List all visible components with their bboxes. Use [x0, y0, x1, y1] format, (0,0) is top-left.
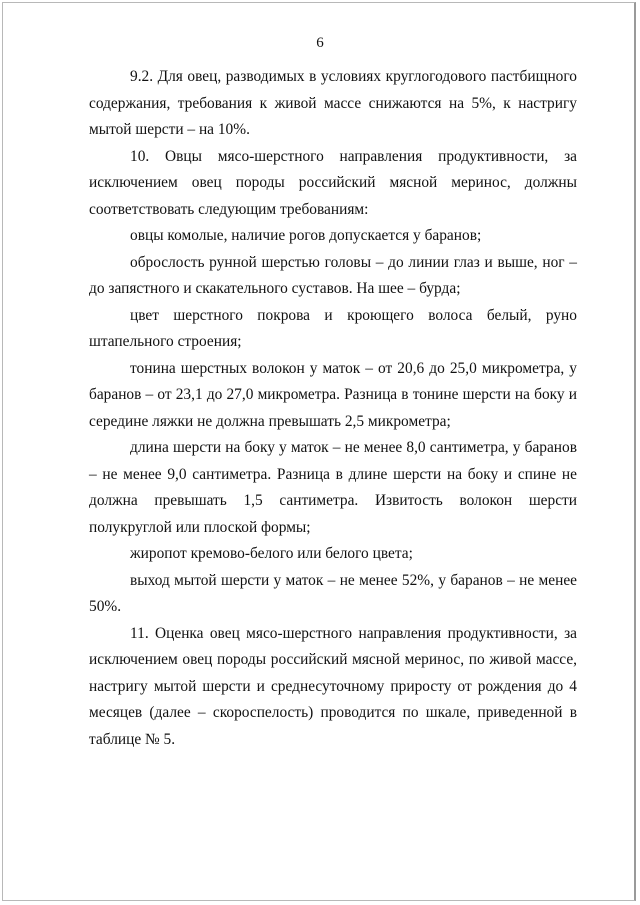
paragraph-10: 10. Овцы мясо-шерстного направления продуктивности, за исключением овец породы российский мясной меринос, должны соответствовать следующим требованиям:: [89, 147, 577, 218]
paragraph-11: 11. Оценка овец мясо-шерстного направления продуктивности, за исключением овец породы российский мясной меринос, по живой массе, настригу мытой шерсти и среднесуточному приросту от рождения до 4 месяцев (далее – скороспелость) проводится по шкале, приведенной в таблице № 5.: [89, 624, 577, 748]
document-body: [89, 64, 577, 753]
requirement-yield: выход мытой шерсти у маток – не менее 52%, у баранов – не менее 50%.: [89, 571, 577, 615]
requirement-fineness: тонина шерстных волокон у маток – от 20,6 до 25,0 микрометра, у баранов – от 23,1 до 27,0 микрометра. Разница в тонине шерсти на боку и середине ляжки не должна превышать 2,5 микрометра;: [89, 359, 577, 430]
requirement-length: длина шерсти на боку у маток – не менее 8,0 сантиметра, у баранов – не менее 9,0 сантиметра. Разница в длине шерсти на боку и спине не должна превышать 1,5 сантиметра. Извитость волокон шерсти полукруглой или плоской формы;: [89, 439, 577, 536]
requirement-yolk: жиропот кремово-белого или белого цвета;: [130, 545, 413, 562]
requirement-wool-coverage: оброслость рунной шерстью головы – до линии глаз и выше, ног – до запястного и скакательного суставов. На шее – бурда;: [89, 253, 577, 297]
paragraph-9-2: 9.2. Для овец, разводимых в условиях круглогодового пастбищного содержания, требования к живой массе снижаются на 5%, к настригу мытой шерсти – на 10%.: [89, 68, 577, 138]
requirement-horns: овцы комолые, наличие рогов допускается у баранов;: [130, 227, 482, 244]
requirement-color: цвет шерстного покрова и кроющего волоса белый, руно штапельного строения;: [89, 306, 577, 350]
page-number: 6: [316, 35, 324, 51]
